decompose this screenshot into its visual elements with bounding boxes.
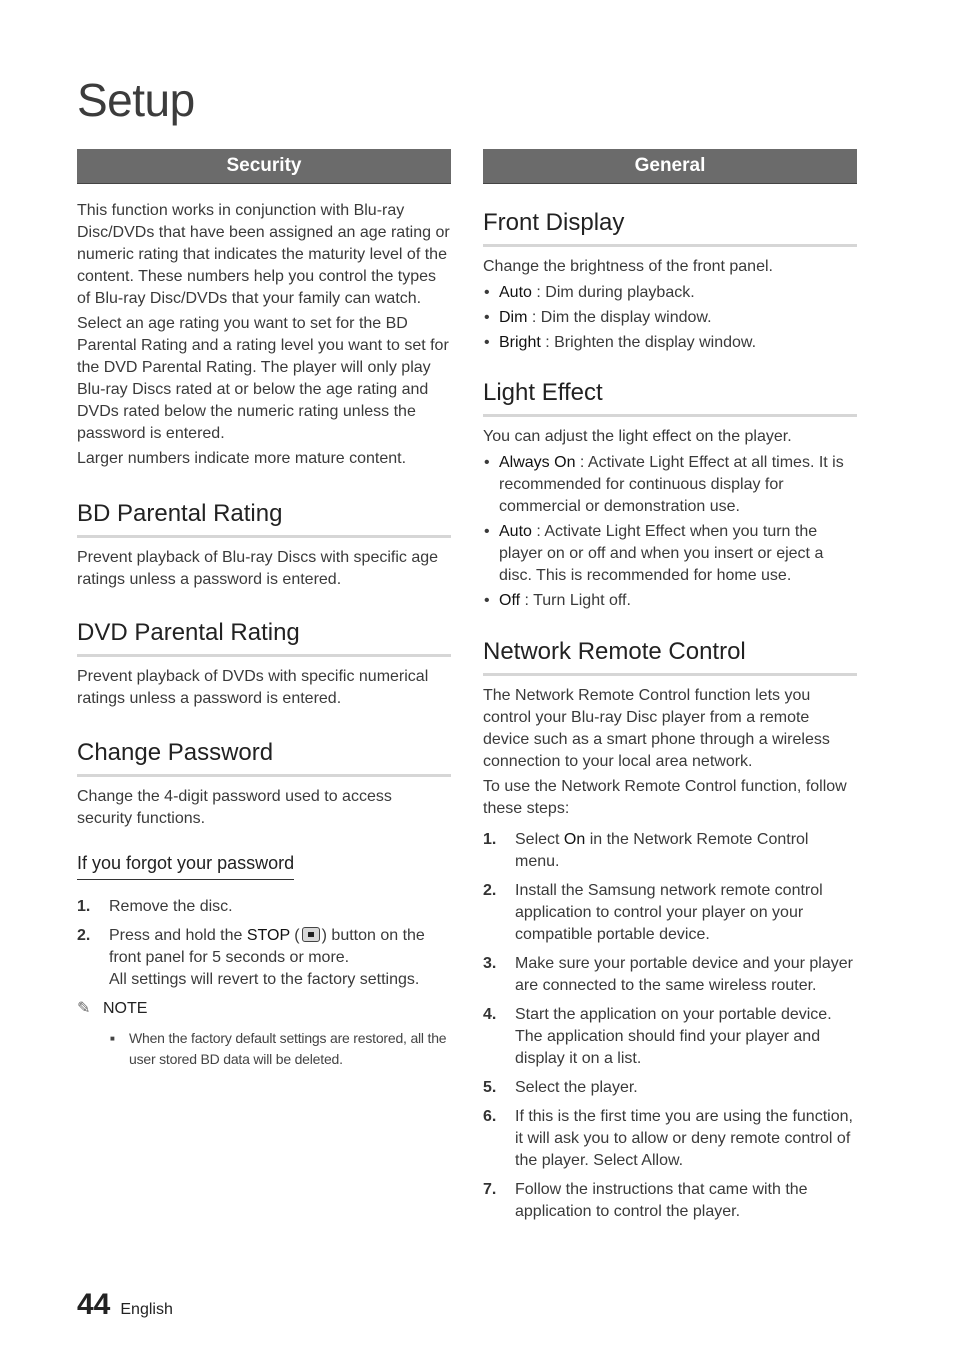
option-term: Always On — [499, 454, 576, 471]
step-number: 1. — [483, 831, 497, 848]
option-term: Off — [499, 592, 521, 609]
light-effect-section — [483, 379, 857, 612]
security-column — [77, 149, 451, 1070]
front-display-options — [483, 282, 857, 354]
step-number: 7. — [483, 1181, 497, 1198]
security-intro-paragraph: Larger numbers indicate more mature content. — [77, 450, 407, 467]
list-item — [483, 521, 857, 587]
bd-parental-rating-text: Prevent playback of Blu-ray Discs with specific age ratings unless a password is entered. — [77, 549, 439, 588]
list-item — [483, 1179, 857, 1223]
step-number: 4. — [483, 1006, 497, 1023]
step-text: If this is the first time you are using the function, it will ask you to allow or deny remote control of the player. Select Allow. — [515, 1108, 853, 1169]
front-display-heading: Front Display — [483, 209, 857, 247]
option-desc: : Activate Light Effect when you turn the player on or off and when you insert or eject a disc. This is recommended for home use. — [499, 523, 824, 584]
bd-parental-rating-section — [77, 500, 451, 591]
forgot-password-steps — [77, 896, 451, 991]
security-intro-paragraph: This function works in conjunction with Blu-ray Disc/DVDs that have been assigned an age rating or numeric rating that indicates the maturity level of the content. These numbers help you control the types of Blu-ray Disc/DVDs that your family can watch. — [77, 202, 450, 307]
step-keyword: On — [563, 831, 586, 848]
step-number: 6. — [483, 1108, 497, 1125]
light-effect-heading: Light Effect — [483, 379, 857, 417]
option-term: Auto — [499, 284, 532, 301]
network-remote-control-heading: Network Remote Control — [483, 638, 857, 676]
security-intro — [77, 200, 451, 470]
footer-language: English — [120, 1301, 173, 1318]
network-intro: The Network Remote Control function lets you control your Blu-ray Disc player from a remote device such as a smart phone through a wireless connection to your local area network. — [483, 687, 830, 770]
option-desc: : Dim during playback. — [531, 284, 695, 301]
dvd-parental-rating-heading: DVD Parental Rating — [77, 619, 451, 657]
step-text: Follow the instructions that came with the application to control the player. — [515, 1181, 808, 1220]
page-number: 44 — [77, 1288, 111, 1321]
step-number: 3. — [483, 955, 497, 972]
list-item — [483, 1004, 857, 1070]
general-column — [483, 149, 857, 1230]
dvd-parental-rating-section — [77, 619, 451, 710]
step-number: 2. — [77, 927, 91, 944]
step-number: 5. — [483, 1079, 497, 1096]
list-item — [483, 953, 857, 997]
step-text: Select the player. — [515, 1079, 638, 1096]
list-item — [483, 590, 857, 612]
front-display-section — [483, 209, 857, 354]
page-footer — [77, 1288, 173, 1322]
option-desc: : Turn Light off. — [520, 592, 631, 609]
step-text: Make sure your portable device and your player are connected to the same wireless router. — [515, 955, 853, 994]
list-item — [483, 1106, 857, 1172]
list-item — [483, 880, 857, 946]
light-effect-options — [483, 452, 857, 612]
step-text-prefix: Press and hold the — [109, 927, 247, 944]
step-text: Remove the disc. — [109, 898, 233, 915]
option-term: Dim — [499, 309, 528, 326]
step-text: Install the Samsung network remote control application to control your player on your compatible portable device. — [515, 882, 823, 943]
step-text-prefix: Select — [515, 831, 564, 848]
list-item — [483, 282, 857, 304]
network-remote-control-section — [483, 638, 857, 1223]
light-effect-intro: You can adjust the light effect on the player. — [483, 428, 792, 445]
stop-button-icon — [302, 927, 320, 942]
change-password-text: Change the 4-digit password used to access security functions. — [77, 788, 392, 827]
security-intro-paragraph: Select an age rating you want to set for the BD Parental Rating and a rating level you want to set for the DVD Parental Rating. The player will only play Blu-ray Discs rated at or below the age rating and DVDs rated below the numeric rating unless the password is entered. — [77, 315, 449, 442]
bd-parental-rating-heading: BD Parental Rating — [77, 500, 451, 538]
list-item — [77, 925, 451, 991]
general-section-bar: General — [483, 149, 857, 184]
pencil-icon: ✎ — [77, 1000, 91, 1017]
option-desc: : Activate Light Effect at all times. It is recommended for continuous display for commercial or demonstration use. — [499, 454, 844, 515]
forgot-password-heading: If you forgot your password — [77, 852, 294, 880]
list-item — [483, 332, 857, 354]
step-number: 1. — [77, 898, 91, 915]
step-number: 2. — [483, 882, 497, 899]
step-text-suffix: in the Network Remote Control menu. — [515, 831, 809, 870]
list-item — [77, 896, 451, 918]
step-text-paren: ( — [289, 927, 300, 944]
change-password-section — [77, 739, 451, 830]
network-steps — [483, 829, 857, 1223]
option-desc: : Brighten the display window. — [540, 334, 757, 351]
note-item: ■ When the factory default settings are restored, all the user stored BD data will be deleted. — [129, 1028, 451, 1070]
step-text-line2: All settings will revert to the factory settings. — [109, 971, 420, 988]
security-section-bar: Security — [77, 149, 451, 184]
option-desc: : Dim the display window. — [527, 309, 712, 326]
stop-label: STOP — [246, 927, 290, 944]
option-term: Auto — [499, 523, 532, 540]
change-password-heading: Change Password — [77, 739, 451, 777]
front-display-intro: Change the brightness of the front panel. — [483, 258, 773, 275]
forgot-password-section — [77, 852, 451, 1070]
option-term: Bright — [499, 334, 541, 351]
list-item — [483, 1077, 857, 1099]
step-text-suffix: ) button on the front panel for 5 seconds or more. — [109, 927, 425, 966]
list-item — [483, 829, 857, 873]
step-text: Start the application on your portable device. The application should find your player and display it on a list. — [515, 1006, 832, 1067]
list-item — [483, 307, 857, 329]
list-item — [483, 452, 857, 518]
note-label: NOTE — [103, 1000, 148, 1017]
network-intro-steps: To use the Network Remote Control function, follow these steps: — [483, 778, 847, 817]
page-title: Setup — [77, 74, 195, 126]
dvd-parental-rating-text: Prevent playback of DVDs with specific numerical ratings unless a password is entered. — [77, 668, 429, 707]
note-heading — [77, 998, 451, 1020]
